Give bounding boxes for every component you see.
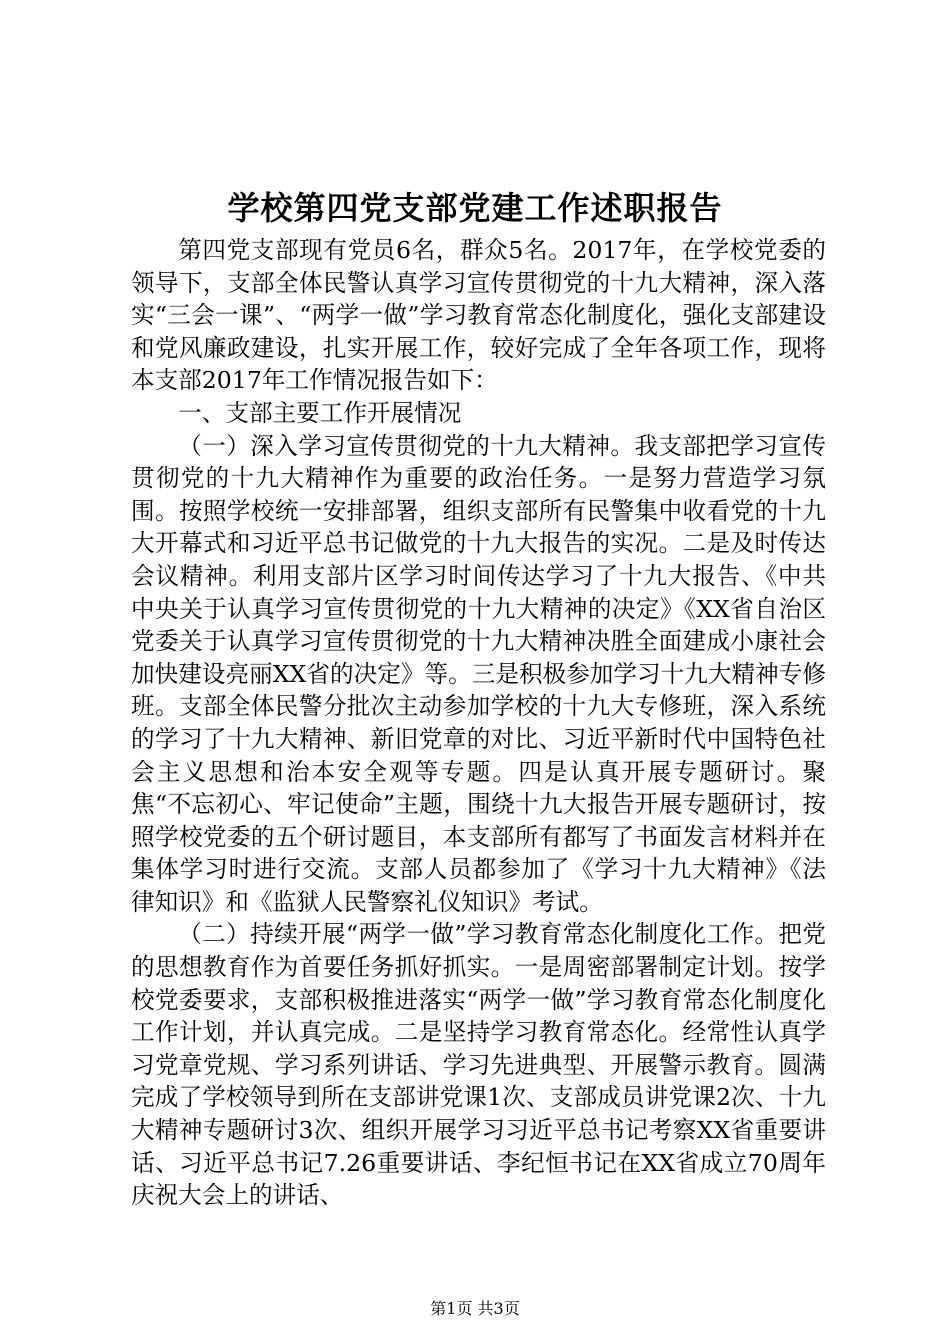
- page-footer: 第1页 共3页: [430, 1299, 520, 1318]
- document-body: [131, 234, 826, 1212]
- subsection-2-paragraph: （二）持续开展“两学一做”学习教育常态化制度化工作。把党的思想教育作为首要任务抓好抓实。一是周密部署制定计划。按学校党委要求，支部积极推进落实“两学一做”学习教育常态化制度化工作计划，并认真完成。二是坚持学习教育常态化。经常性认真学习党章党规、学习系列讲话、学习先进典型、开展警示教育。圆满完成了学校领导到所在支部讲党课1次、支部成员讲党课2次、十九大精神专题研讨3次、组织开展学习习近平总书记考察XX省重要讲话、习近平总书记7.26重要讲话、李纪恒书记在XX省成立70周年庆祝大会上的讲话、: [131, 920, 826, 1210]
- subsection-1-paragraph: （一）深入学习宣传贯彻党的十九大精神。我支部把学习宣传贯彻党的十九大精神作为重要的政治任务。一是努力营造学习氛围。按照学校统一安排部署，组织支部所有民警集中收看党的十九大开幕式和习近平总书记做党的十九大报告的实况。二是及时传达会议精神。利用支部片区学习时间传达学习了十九大报告、《中共中央关于认真学习宣传贯彻党的十九大精神的决定》《XX省自治区党委关于认真学习宣传贯彻党的十九大精神决胜全面建成小康社会加快建设亮丽XX省的决定》等。三是积极参加学习十九大精神专修班。支部全体民警分批次主动参加学校的十九大专修班，深入系统的学习了十九大精神、新旧党章的对比、习近平新时代中国特色社会主义思想和治本安全观等专题。四是认真开展专题研讨。聚焦“不忘初心、牢记使命”主题，围绕十九大报告开展专题研讨，按照学校党委的五个研讨题目，本支部所有都写了书面发言材料并在集体学习时进行交流。支部人员都参加了《学习十九大精神》《法律知识》和《监狱人民警察礼仪知识》考试。: [131, 431, 826, 916]
- page-title: 学校第四党支部党建工作述职报告: [227, 189, 723, 227]
- section-heading: 一、支部主要工作开展情况: [178, 398, 462, 427]
- intro-paragraph: 第四党支部现有党员6名，群众5名。2017年，在学校党委的领导下，支部全体民警认真学习宣传贯彻党的十九大精神，深入落实“三会一课”、“两学一做”学习教育常态化制度化，强化支部建设和党风廉政建设，扎实开展工作，较好完成了全年各项工作，现将本支部2017年工作情况报告如下：: [131, 236, 826, 395]
